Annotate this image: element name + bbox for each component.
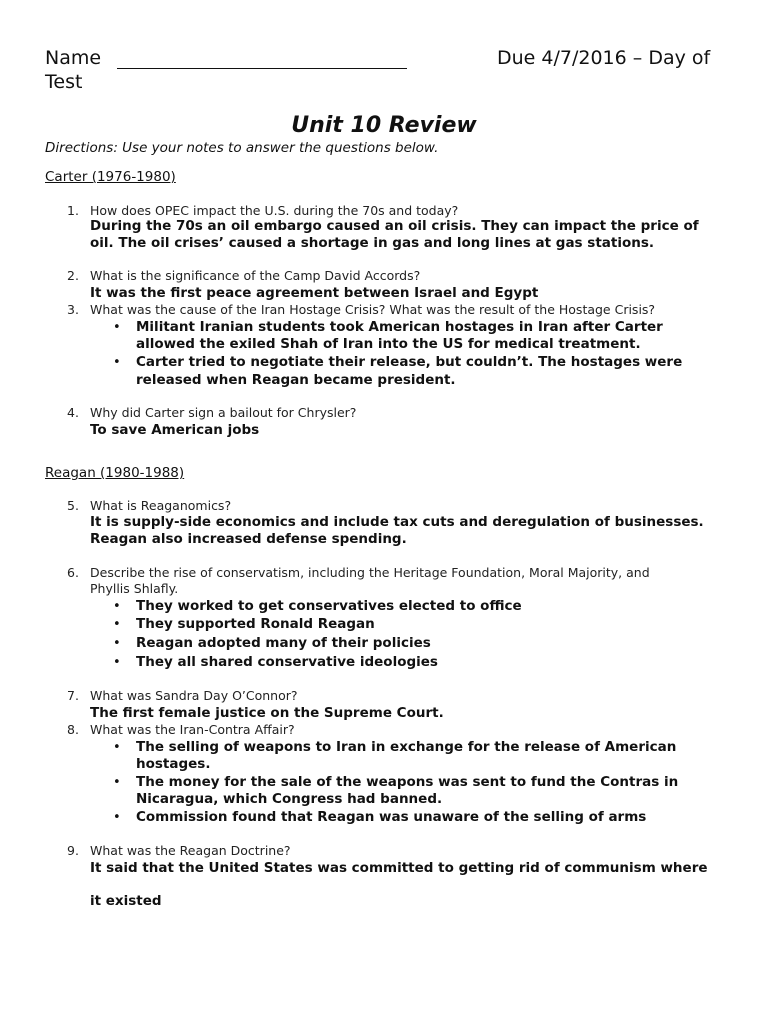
answer-3-bullet-2-line-2: released when Reagan became president. [136,372,456,388]
bullet-icon: • [113,740,121,755]
bullet-icon: • [113,775,121,790]
answer-8-bullet-1-line-1: The selling of weapons to Iran in exchange for the release of American [136,739,677,755]
bullet-icon: • [113,810,121,825]
answer-3-bullet-1-line-1: Militant Iranian students took American hostages in Iran after Carter [136,319,663,335]
question-number: 6. [67,565,79,580]
question-number: 8. [67,722,79,737]
question-number: 2. [67,268,79,283]
answer-8-bullet-3: Commission found that Reagan was unaware of the selling of arms [136,809,647,825]
answer-1-line-2: oil. The oil crises’ caused a shortage in gas and long lines at gas stations. [90,235,655,251]
answer-6-bullet-3: Reagan adopted many of their policies [136,635,431,651]
answer-8-bullet-2-line-2: Nicaragua, which Congress had banned. [136,791,443,807]
question-text-line-2: Phyllis Shlafly. [90,581,179,596]
question-text: What was the Reagan Doctrine? [90,843,291,858]
answer-6-bullet-4: They all shared conservative ideologies [136,654,438,670]
question-text: What is the significance of the Camp David Accords? [90,268,421,283]
name-blank-line [117,68,407,69]
due-date: Due 4/7/2016 – Day of [497,47,711,69]
answer-1-line-1: During the 70s an oil embargo caused an oil crisis. They can impact the price of [90,218,699,234]
bullet-icon: • [113,355,121,370]
answer-3-bullet-2-line-1: Carter tried to negotiate their release, but couldn’t. The hostages were [136,354,683,370]
name-label: Name [45,47,102,69]
bullet-icon: • [113,636,121,651]
bullet-icon: • [113,655,121,670]
question-number: 3. [67,302,79,317]
question-text: What is Reaganomics? [90,498,232,513]
answer-6-bullet-1: They worked to get conservatives elected to office [136,598,522,614]
question-text: What was Sandra Day O’Connor? [90,688,298,703]
question-number: 5. [67,498,79,513]
bullet-icon: • [113,320,121,335]
question-text: What was the cause of the Iran Hostage Crisis? What was the result of the Hostage Crisis? [90,302,656,317]
question-text: How does OPEC impact the U.S. during the 70s and today? [90,203,459,218]
answer-2: It was the first peace agreement between Israel and Egypt [90,285,539,301]
page-title: Unit 10 Review [291,113,477,138]
answer-7: The first female justice on the Supreme Court. [90,705,444,721]
answer-4: To save American jobs [90,422,260,438]
question-number: 1. [67,203,79,218]
directions: Directions: Use your notes to answer the questions below. [45,140,439,156]
question-text-line-1: Describe the rise of conservatism, including the Heritage Foundation, Moral Majority, and [90,565,650,580]
question-number: 7. [67,688,79,703]
question-number: 9. [67,843,79,858]
answer-9-line-1: It said that the United States was committed to getting rid of communism where [90,860,708,876]
question-number: 4. [67,405,79,420]
answer-6-bullet-2: They supported Ronald Reagan [136,616,375,632]
answer-8-bullet-2-line-1: The money for the sale of the weapons was sent to fund the Contras in [136,774,679,790]
bullet-icon: • [113,599,121,614]
answer-5-line-1: It is supply-side economics and include tax cuts and deregulation of businesses. [90,514,704,530]
question-text: Why did Carter sign a bailout for Chrysler? [90,405,357,420]
section-heading-reagan: Reagan (1980-1988) [45,465,185,481]
section-heading-carter: Carter (1976-1980) [45,169,176,185]
answer-5-line-2: Reagan also increased defense spending. [90,531,407,547]
answer-8-bullet-1-line-2: hostages. [136,756,211,772]
due-date-continued: Test [45,71,83,93]
question-text: What was the Iran-Contra Affair? [90,722,295,737]
bullet-icon: • [113,617,121,632]
answer-9-line-2: it existed [90,893,162,909]
answer-3-bullet-1-line-2: allowed the exiled Shah of Iran into the US for medical treatment. [136,336,641,352]
